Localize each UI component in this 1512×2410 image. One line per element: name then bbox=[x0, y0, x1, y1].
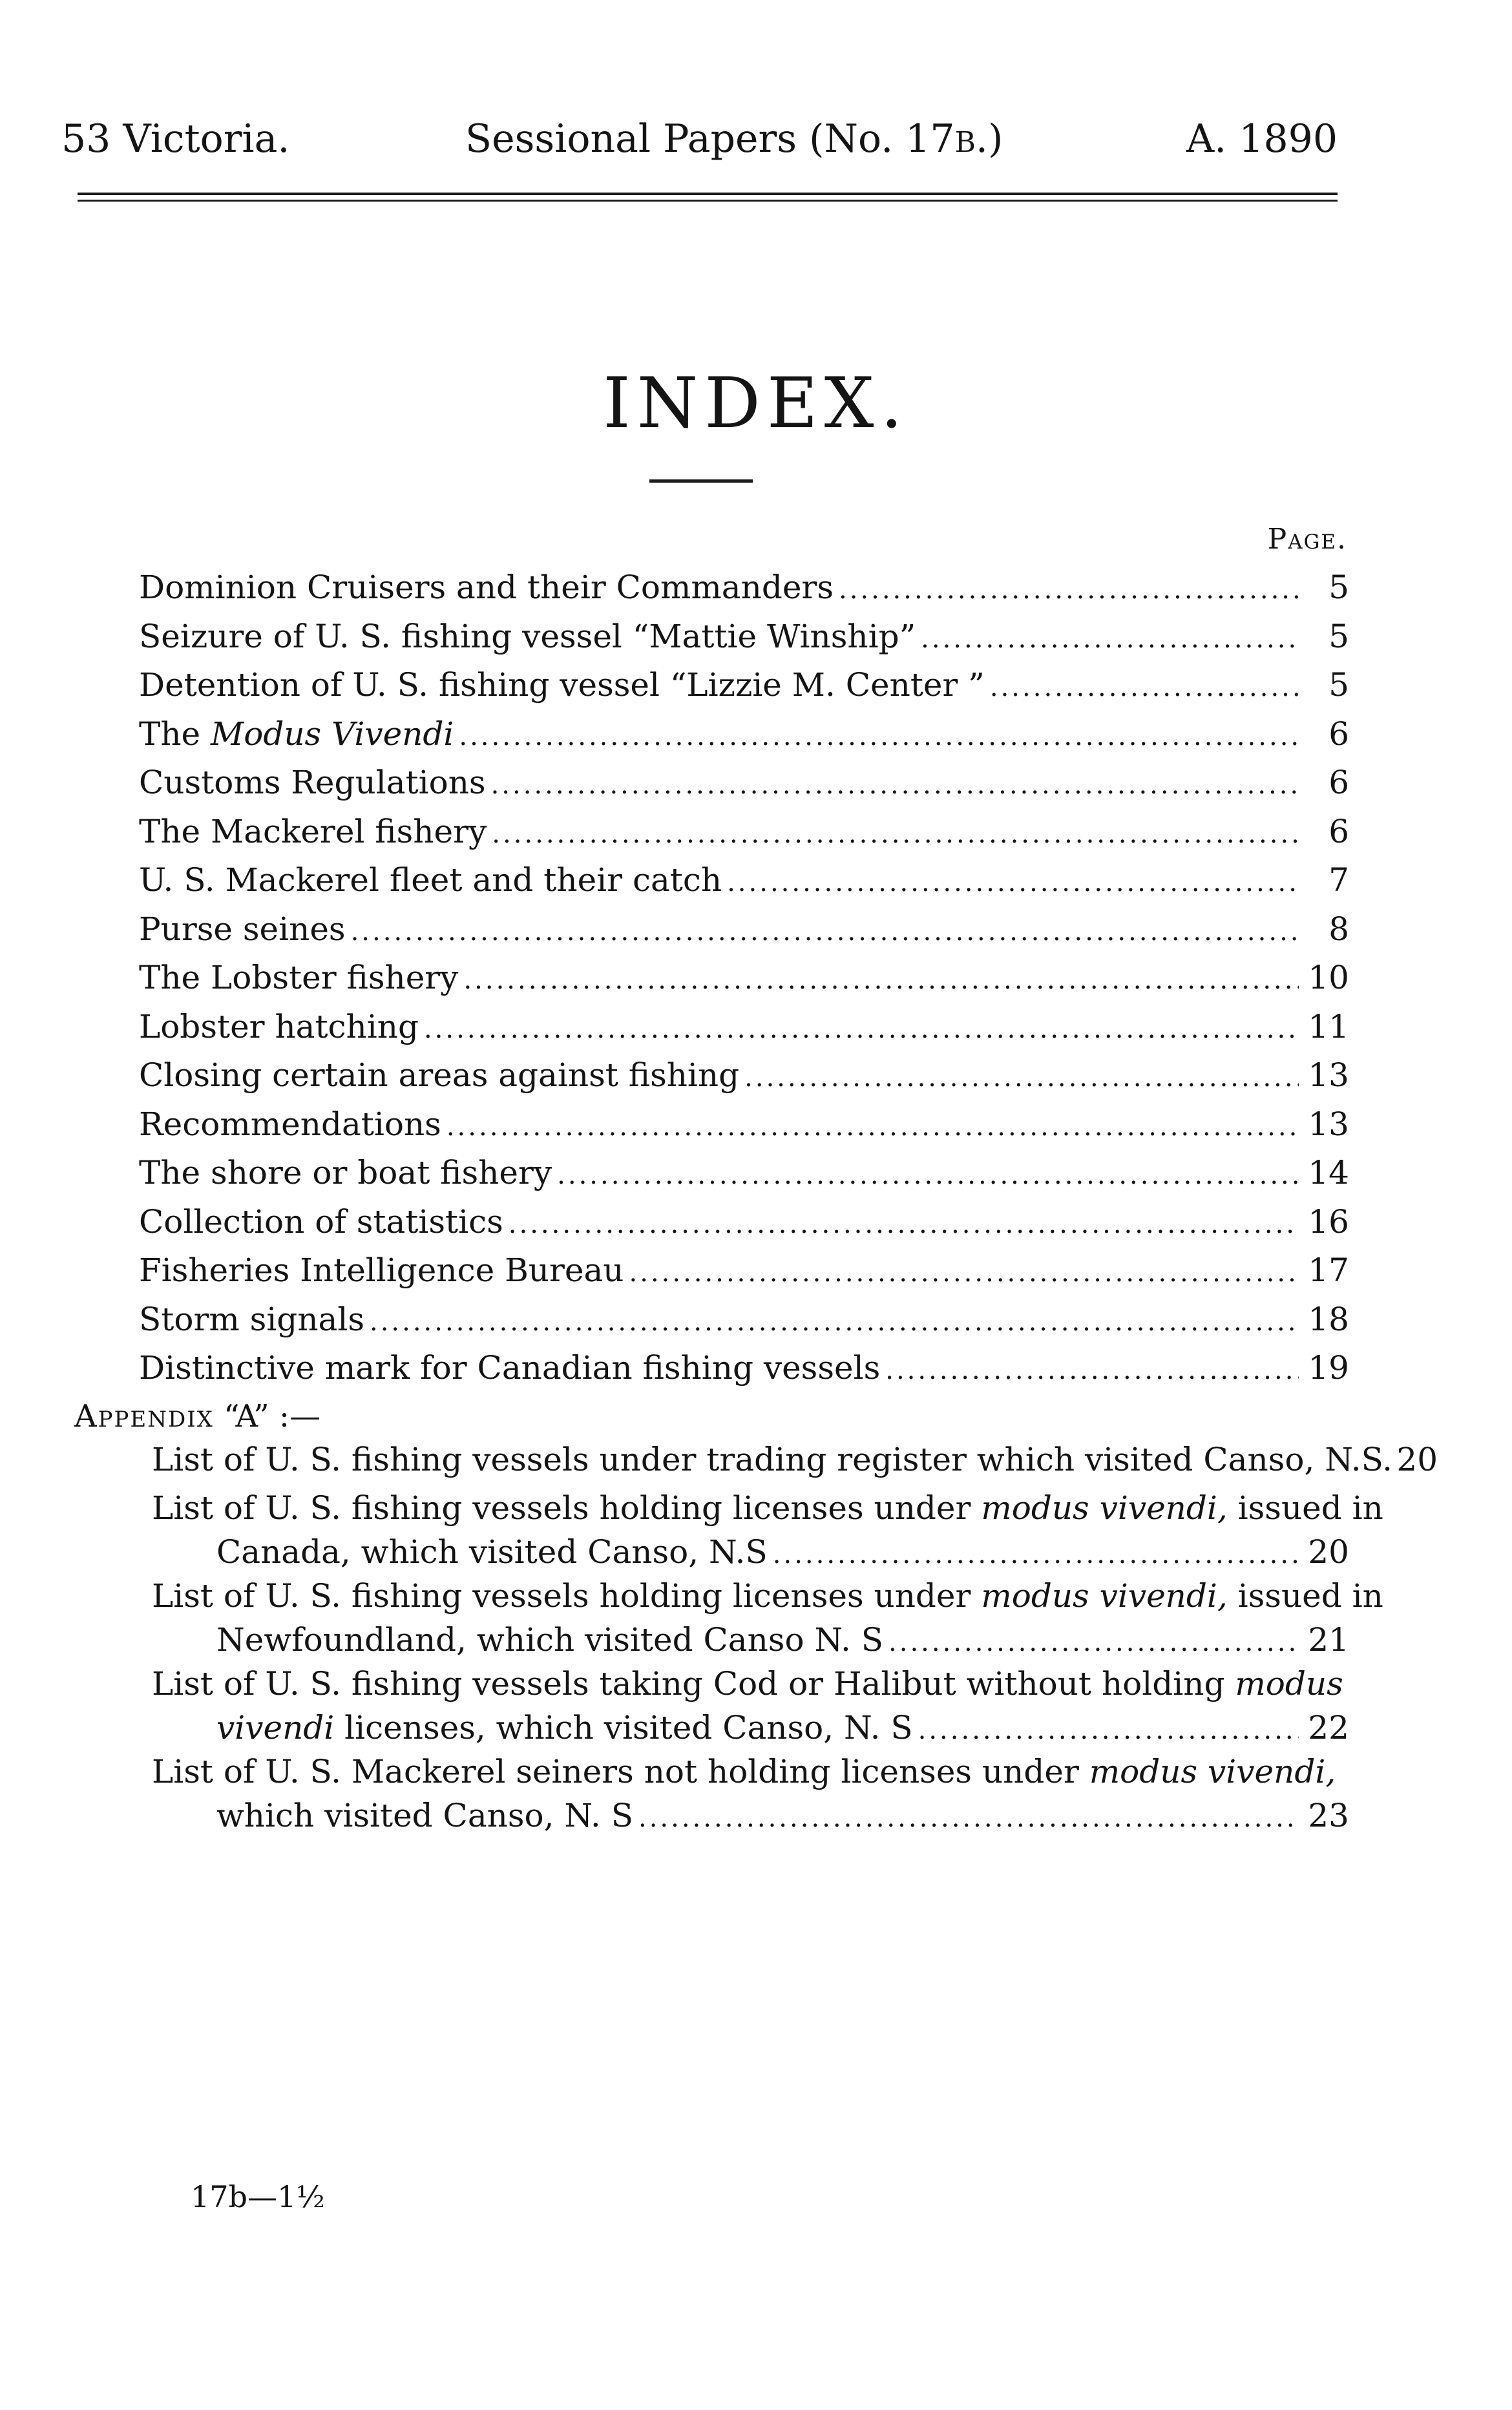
dot-leader bbox=[629, 1249, 1299, 1298]
dot-leader bbox=[491, 761, 1299, 810]
entry-page: 19 bbox=[1308, 1349, 1349, 1387]
page-title: INDEX. bbox=[603, 363, 909, 444]
appendix-entry-text: List of U. S. fishing vessels holding licenses under modus vivendi, issued in bbox=[152, 1489, 1383, 1527]
dot-leader bbox=[885, 1346, 1299, 1396]
appendix-entry-page: 23 bbox=[1308, 1797, 1349, 1834]
dot-leader bbox=[463, 956, 1299, 1005]
entry-label: The shore or boat fishery bbox=[139, 1154, 552, 1191]
index-list bbox=[139, 563, 1349, 1393]
title-rule bbox=[649, 479, 753, 483]
entry-page: 5 bbox=[1328, 617, 1349, 655]
entry-label: The Mackerel fishery bbox=[139, 812, 487, 850]
index-entry bbox=[139, 808, 1349, 857]
index-entry bbox=[139, 613, 1349, 662]
appendix-entry-page: 22 bbox=[1308, 1709, 1349, 1746]
index-entry bbox=[139, 1198, 1349, 1247]
entry-label: Recommendations bbox=[139, 1105, 441, 1143]
page-column-header: Page. bbox=[1267, 523, 1347, 556]
appendix-entry bbox=[152, 1574, 1383, 1662]
entry-label: Fisheries Intelligence Bureau bbox=[139, 1252, 624, 1289]
dot-leader bbox=[424, 1005, 1299, 1054]
entry-page: 13 bbox=[1308, 1056, 1349, 1094]
entry-page: 5 bbox=[1328, 569, 1349, 606]
entry-page: 6 bbox=[1328, 764, 1349, 801]
sessional-papers-label: Sessional Papers (No. 17B.) bbox=[465, 116, 1003, 162]
entry-page: 17 bbox=[1308, 1252, 1349, 1289]
dot-leader bbox=[773, 1533, 1299, 1577]
index-entry bbox=[139, 1344, 1349, 1393]
dot-leader bbox=[744, 1054, 1299, 1103]
entry-page: 5 bbox=[1328, 666, 1349, 704]
appendix-entry-text: List of U. S. fishing vessels taking Cod or Halibut without holding modus bbox=[152, 1665, 1343, 1703]
entry-label: U. S. Mackerel fleet and their catch bbox=[139, 861, 722, 899]
signature-mark: 17b—1½ bbox=[191, 2179, 325, 2214]
index-entry bbox=[139, 856, 1349, 905]
appendix-entry-text-cont: Canada, which visited Canso, N.S bbox=[216, 1533, 768, 1571]
dot-leader bbox=[921, 615, 1299, 664]
entry-label: Storm signals bbox=[139, 1300, 364, 1338]
index-entry bbox=[139, 710, 1349, 759]
appendix-entry-page: 20 bbox=[1396, 1441, 1438, 1478]
appendix-entry bbox=[152, 1750, 1349, 1838]
appendix-entry bbox=[152, 1486, 1383, 1574]
index-entry bbox=[139, 1149, 1349, 1198]
dot-leader bbox=[990, 664, 1299, 713]
appendix-entry-page: 20 bbox=[1308, 1533, 1349, 1571]
dot-leader bbox=[459, 713, 1299, 762]
dot-leader bbox=[492, 810, 1299, 859]
entry-page: 8 bbox=[1328, 910, 1349, 948]
appendix-entry-page: 21 bbox=[1308, 1621, 1349, 1659]
header-double-rule bbox=[78, 193, 1338, 202]
entry-label: The Modus Vivendi bbox=[139, 715, 454, 753]
dot-leader bbox=[370, 1298, 1299, 1347]
entry-page: 10 bbox=[1308, 959, 1349, 996]
index-entry bbox=[139, 759, 1349, 808]
index-entry bbox=[139, 1100, 1349, 1149]
entry-label: Distinctive mark for Canadian fishing vessels bbox=[139, 1349, 881, 1387]
dot-leader bbox=[351, 908, 1299, 957]
dot-leader bbox=[638, 1796, 1299, 1840]
appendix-entry-text-cont: vivendi licenses, which visited Canso, N. S bbox=[216, 1709, 913, 1746]
entry-label: Dominion Cruisers and their Commanders bbox=[139, 569, 834, 606]
running-head bbox=[61, 110, 1338, 168]
appendix-list bbox=[152, 1438, 1438, 1838]
index-entry bbox=[139, 905, 1349, 954]
dot-leader bbox=[557, 1151, 1299, 1200]
index-entry bbox=[139, 661, 1349, 710]
dot-leader bbox=[888, 1620, 1299, 1664]
appendix-entry-text: List of U. S. Mackerel seiners not holding licenses under modus vivendi, bbox=[152, 1753, 1336, 1790]
dot-leader bbox=[918, 1708, 1299, 1752]
index-entry bbox=[139, 1051, 1349, 1100]
entry-page: 14 bbox=[1308, 1154, 1349, 1191]
appendix-entry bbox=[152, 1662, 1349, 1750]
dot-leader bbox=[509, 1200, 1299, 1250]
entry-label: Lobster hatching bbox=[139, 1007, 419, 1045]
index-entry bbox=[139, 1003, 1349, 1052]
index-entry bbox=[139, 954, 1349, 1003]
entry-label: Detention of U. S. fishing vessel “Lizzie M. Center ” bbox=[139, 666, 985, 704]
dot-leader bbox=[446, 1103, 1299, 1152]
dot-leader bbox=[727, 859, 1299, 908]
index-entry bbox=[139, 563, 1349, 613]
entry-page: 16 bbox=[1308, 1202, 1349, 1241]
entry-label: Closing certain areas against fishing bbox=[139, 1056, 740, 1094]
appendix-entry-text: List of U. S. fishing vessels holding licenses under modus vivendi, issued in bbox=[152, 1577, 1383, 1615]
appendix-entry bbox=[152, 1438, 1438, 1482]
entry-label: Seizure of U. S. fishing vessel “Mattie Winship” bbox=[139, 617, 916, 655]
index-entry bbox=[139, 1295, 1349, 1345]
entry-page: 6 bbox=[1328, 812, 1349, 850]
entry-page: 11 bbox=[1308, 1007, 1349, 1045]
appendix-entry-text-cont: Newfoundland, which visited Canso N. S bbox=[216, 1621, 884, 1659]
year-label: A. 1890 bbox=[1186, 116, 1338, 162]
appendix-heading: Appendix “A” :— bbox=[74, 1398, 321, 1434]
appendix-entry-text-cont: which visited Canso, N. S bbox=[216, 1797, 633, 1834]
dot-leader bbox=[839, 566, 1299, 615]
entry-label: Collection of statistics bbox=[139, 1202, 503, 1241]
appendix-entry-text: List of U. S. fishing vessels under trading register which visited Canso, N.S. bbox=[152, 1441, 1393, 1478]
entry-label: Purse seines bbox=[139, 910, 346, 948]
entry-label: The Lobster fishery bbox=[139, 959, 459, 996]
index-entry bbox=[139, 1246, 1349, 1295]
entry-page: 6 bbox=[1328, 715, 1349, 753]
entry-page: 18 bbox=[1308, 1300, 1349, 1338]
entry-page: 13 bbox=[1308, 1105, 1349, 1143]
session-label: 53 Victoria. bbox=[61, 116, 290, 162]
entry-label: Customs Regulations bbox=[139, 764, 486, 801]
entry-page: 7 bbox=[1328, 861, 1349, 899]
